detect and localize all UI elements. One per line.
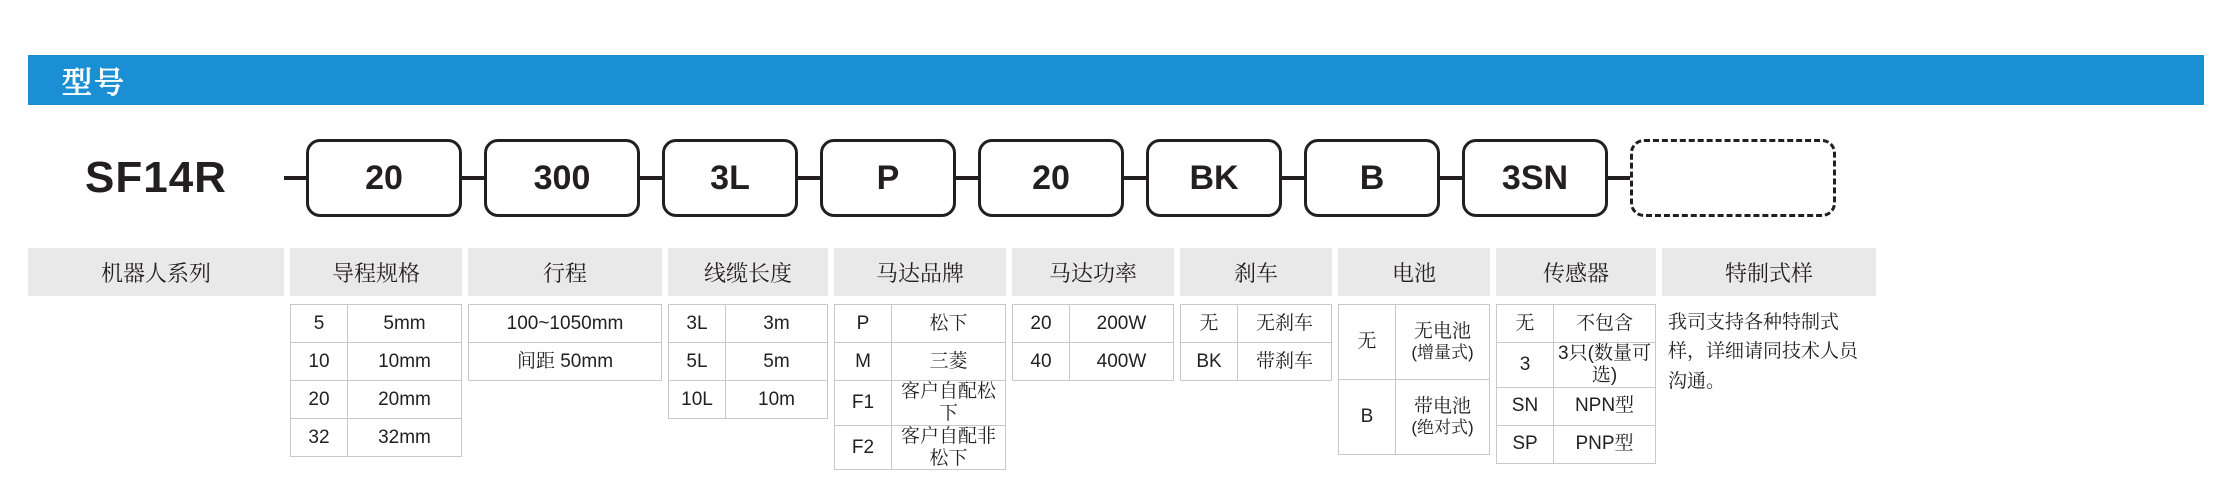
option-value-line2: (绝对式) bbox=[1411, 418, 1474, 438]
option-column-battery bbox=[1338, 304, 1490, 455]
option-table-lead-spec bbox=[290, 304, 462, 457]
option-table-sensor bbox=[1496, 304, 1656, 464]
category-label-8: 电池 bbox=[1338, 248, 1490, 296]
option-table-stroke bbox=[468, 304, 662, 381]
option-code: BK bbox=[1181, 343, 1238, 381]
code-connector-dash bbox=[1608, 176, 1630, 180]
table-row[interactable] bbox=[1497, 343, 1656, 388]
option-column-special-spec bbox=[1662, 304, 1876, 396]
section-header-bar bbox=[28, 55, 2204, 105]
code-box-9[interactable] bbox=[1630, 139, 1836, 217]
special-spec-note: 我司支持各种特制式样，详细请同技术人员沟通。 bbox=[1668, 312, 1859, 392]
option-code: 无 bbox=[1181, 305, 1238, 343]
option-code: 无 bbox=[1497, 305, 1554, 343]
option-column-sensor bbox=[1496, 304, 1656, 464]
option-column-brake bbox=[1180, 304, 1332, 381]
category-label-1: 机器人系列 bbox=[28, 248, 284, 296]
table-row[interactable] bbox=[1497, 305, 1656, 343]
category-label-9: 传感器 bbox=[1496, 248, 1656, 296]
option-value: PNP型 bbox=[1554, 425, 1656, 463]
option-value-line1: 带电池 bbox=[1413, 396, 1471, 418]
page-title: 型号 bbox=[62, 67, 126, 100]
option-code: 3L bbox=[669, 305, 726, 343]
option-value bbox=[1396, 305, 1490, 380]
option-code: 20 bbox=[291, 381, 348, 419]
table-row[interactable] bbox=[835, 305, 1006, 343]
option-column-stroke bbox=[468, 304, 662, 381]
code-box-6[interactable]: BK bbox=[1146, 139, 1282, 217]
option-table-brake bbox=[1180, 304, 1332, 381]
category-label-2: 导程规格 bbox=[290, 248, 462, 296]
option-value: 100~1050mm bbox=[469, 305, 662, 343]
code-connector-dash bbox=[462, 176, 484, 180]
option-code: F1 bbox=[835, 381, 892, 426]
option-value: 带刹车 bbox=[1238, 343, 1332, 381]
option-column-cable-length bbox=[668, 304, 828, 419]
option-tables-row bbox=[28, 304, 1882, 470]
table-row[interactable] bbox=[1497, 425, 1656, 463]
option-value: 客户自配非松下 bbox=[892, 425, 1006, 470]
table-row[interactable] bbox=[669, 343, 828, 381]
option-value: 客户自配松下 bbox=[892, 381, 1006, 426]
table-row[interactable] bbox=[835, 425, 1006, 470]
option-value bbox=[1396, 380, 1490, 455]
option-column-motor-power bbox=[1012, 304, 1174, 381]
table-row[interactable] bbox=[1339, 305, 1490, 380]
option-code: 无 bbox=[1339, 305, 1396, 380]
code-connector-dash bbox=[956, 176, 978, 180]
table-row[interactable] bbox=[291, 381, 462, 419]
option-table-motor-power bbox=[1012, 304, 1174, 381]
code-box-7[interactable]: B bbox=[1304, 139, 1440, 217]
code-box-3[interactable]: 3L bbox=[662, 139, 798, 217]
code-connector-dash bbox=[284, 176, 306, 180]
code-connector-dash bbox=[798, 176, 820, 180]
option-code: 20 bbox=[1013, 305, 1070, 343]
code-connector-dash bbox=[640, 176, 662, 180]
option-code: 32 bbox=[291, 419, 348, 457]
option-value: 5mm bbox=[348, 305, 462, 343]
option-code: 10 bbox=[291, 343, 348, 381]
option-code: B bbox=[1339, 380, 1396, 455]
option-table-cable-length bbox=[668, 304, 828, 419]
option-code: SP bbox=[1497, 425, 1554, 463]
code-box-1[interactable]: 20 bbox=[306, 139, 462, 217]
option-value: 松下 bbox=[892, 305, 1006, 343]
option-value: 不包含 bbox=[1554, 305, 1656, 343]
option-code: 40 bbox=[1013, 343, 1070, 381]
option-value: 3只(数量可选) bbox=[1554, 343, 1656, 388]
table-row[interactable] bbox=[291, 419, 462, 457]
code-box-8[interactable]: 3SN bbox=[1462, 139, 1608, 217]
option-value: 32mm bbox=[348, 419, 462, 457]
option-value: 20mm bbox=[348, 381, 462, 419]
option-value: 200W bbox=[1070, 305, 1174, 343]
option-value: 10m bbox=[726, 381, 828, 419]
category-label-3: 行程 bbox=[468, 248, 662, 296]
table-row[interactable] bbox=[669, 381, 828, 419]
table-row[interactable] bbox=[669, 305, 828, 343]
table-row[interactable] bbox=[291, 305, 462, 343]
option-value: 5m bbox=[726, 343, 828, 381]
series-code: SF14R bbox=[85, 153, 227, 202]
code-box-5[interactable]: 20 bbox=[978, 139, 1124, 217]
table-row[interactable] bbox=[1497, 387, 1656, 425]
model-code-row bbox=[28, 140, 1836, 216]
option-table-battery bbox=[1338, 304, 1490, 455]
code-connector-dash bbox=[1124, 176, 1146, 180]
option-value: NPN型 bbox=[1554, 387, 1656, 425]
table-row[interactable] bbox=[1339, 380, 1490, 455]
option-code: 5L bbox=[669, 343, 726, 381]
table-row[interactable] bbox=[469, 343, 662, 381]
table-row[interactable] bbox=[469, 305, 662, 343]
code-connector-dash bbox=[1440, 176, 1462, 180]
code-box-2[interactable]: 300 bbox=[484, 139, 640, 217]
option-column-motor-brand bbox=[834, 304, 1006, 470]
option-value: 3m bbox=[726, 305, 828, 343]
option-value: 间距 50mm bbox=[469, 343, 662, 381]
option-code: F2 bbox=[835, 425, 892, 470]
table-row[interactable] bbox=[1013, 343, 1174, 381]
option-value-line2: (增量式) bbox=[1411, 343, 1474, 363]
option-code: 3 bbox=[1497, 343, 1554, 388]
category-label-6: 马达功率 bbox=[1012, 248, 1174, 296]
option-value-line1: 无电池 bbox=[1413, 321, 1471, 343]
option-value: 400W bbox=[1070, 343, 1174, 381]
option-code: P bbox=[835, 305, 892, 343]
category-label-row bbox=[28, 248, 1882, 296]
option-value: 三菱 bbox=[892, 343, 1006, 381]
option-value: 无刹车 bbox=[1238, 305, 1332, 343]
option-code: M bbox=[835, 343, 892, 381]
table-row[interactable] bbox=[1181, 305, 1332, 343]
table-row[interactable] bbox=[835, 343, 1006, 381]
table-row[interactable] bbox=[1181, 343, 1332, 381]
option-value: 10mm bbox=[348, 343, 462, 381]
code-connector-dash bbox=[1282, 176, 1304, 180]
table-row[interactable] bbox=[835, 381, 1006, 426]
category-label-5: 马达品牌 bbox=[834, 248, 1006, 296]
table-row[interactable] bbox=[291, 343, 462, 381]
option-table-motor-brand bbox=[834, 304, 1006, 470]
category-label-10: 特制式样 bbox=[1662, 248, 1876, 296]
code-box-4[interactable]: P bbox=[820, 139, 956, 217]
table-row[interactable] bbox=[1013, 305, 1174, 343]
option-code: 5 bbox=[291, 305, 348, 343]
category-label-7: 刹车 bbox=[1180, 248, 1332, 296]
option-code: SN bbox=[1497, 387, 1554, 425]
category-label-4: 线缆长度 bbox=[668, 248, 828, 296]
option-column-lead-spec bbox=[290, 304, 462, 457]
option-code: 10L bbox=[669, 381, 726, 419]
